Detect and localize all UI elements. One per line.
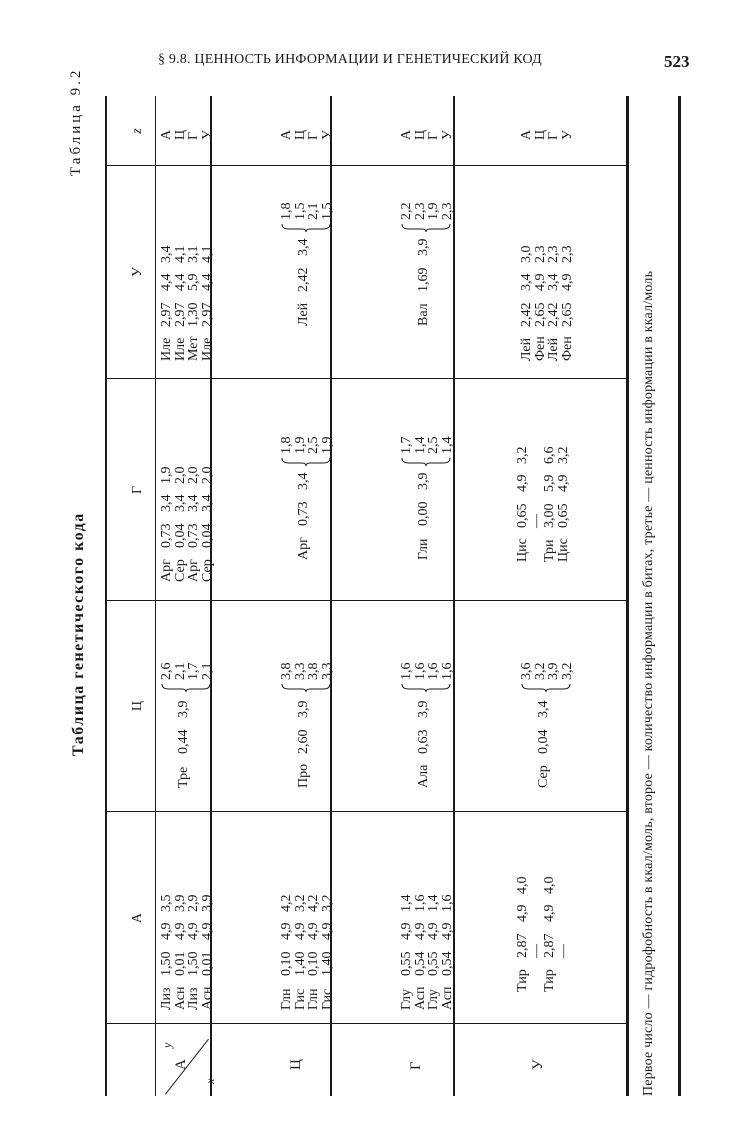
- table-top-rule: [105, 96, 107, 1096]
- z-list-g: А Ц Г У: [399, 129, 455, 140]
- list-item: Арг0,733,41,9: [159, 466, 174, 582]
- table-title: Таблица генетического кода: [70, 512, 87, 756]
- col-rule-c: [105, 600, 626, 601]
- list-item: Сер0,043,42,0: [199, 466, 215, 582]
- col-header-u: У: [130, 267, 145, 277]
- table-number: Таблица 9.2: [68, 67, 84, 176]
- brace-g-c: [401, 683, 451, 692]
- list-item: Асп0,544,91,6: [412, 894, 428, 1010]
- list-item: Гис1,404,93,2: [292, 894, 308, 1010]
- list-item: Иле2,974,44,1: [172, 245, 188, 361]
- row-header-g: Г: [408, 1061, 424, 1070]
- list-item: Иле2,974,43,4: [159, 245, 174, 361]
- list-item: Гис1,404,93,2: [319, 894, 335, 1010]
- brace-a-c: [161, 683, 211, 692]
- brace-c-g: [281, 457, 331, 466]
- brace-c-c: [281, 683, 331, 692]
- header-rule: [155, 96, 156, 1096]
- cell-g-a: [400, 888, 454, 1010]
- list-item: Тир2,874,94,0: [515, 876, 530, 992]
- list-item: Лей2,423,42,3: [546, 245, 562, 361]
- cell-c-c-aa: Про2,603,9: [296, 700, 311, 788]
- list-item: Лей2,423,43,0: [519, 245, 534, 361]
- col-header-a: А: [130, 912, 145, 924]
- footnote-rule: [678, 96, 681, 1096]
- cell-a-c-aa: Тре0,443,9: [176, 700, 191, 788]
- cell-a-u: [160, 239, 214, 361]
- list-item: —: [555, 944, 571, 958]
- col-rule-x: [105, 1023, 626, 1024]
- vals-a-c: 2,6 2,1 1,7 2,1: [159, 662, 215, 680]
- vals-c-c: 3,8 3,3 3,8 3,3: [279, 662, 335, 680]
- vals-g-u: 2,2 2,3 1,9 2,3: [399, 202, 455, 220]
- cell-g-u-aa: Вал1,693,9: [416, 238, 431, 326]
- list-item: Глн0,104,94,2: [306, 894, 322, 1010]
- list-item: Лиз1,504,92,9: [186, 894, 202, 1010]
- list-item: Цис0,654,93,2: [515, 446, 530, 562]
- running-head: [0, 52, 750, 76]
- row-header-c: Ц: [288, 1059, 304, 1070]
- vals-c-u: 1,8 1,5 2,1 1,5: [279, 202, 335, 220]
- rotated-table-sheet: [60, 67, 700, 1096]
- list-item: Тир2,874,94,0: [542, 876, 558, 992]
- table-footnote: Первое число — гидрофобность в ккал/моль, второе — количество информации в битах, третье — ценность информации в ккал/моль: [641, 270, 656, 1096]
- vals-u-c: 3,6 3,2 3,9 3,2: [519, 662, 575, 680]
- list-item: Мет1,305,93,1: [186, 245, 202, 361]
- list-item: —: [528, 944, 544, 958]
- col-rule-g: [105, 378, 626, 379]
- cell-a-a: [160, 888, 214, 1010]
- vals-g-c: 1,6 1,6 1,6 1,6: [399, 662, 455, 680]
- brace-u-c: [521, 683, 571, 692]
- row-header-a: А: [173, 1059, 189, 1070]
- col-rule-u: [105, 165, 626, 166]
- col-rule-a: [105, 811, 626, 812]
- page-number: 523: [664, 52, 690, 71]
- z-list-u: А Ц Г У: [519, 129, 575, 140]
- list-item: Сер0,043,42,0: [172, 466, 188, 582]
- cell-c-g-aa: Арг0,733,4: [296, 472, 311, 560]
- corner-y-label: y: [160, 1042, 174, 1048]
- vals-c-g: 1,8 1,9 2,5 1,9: [279, 436, 335, 454]
- brace-g-g: [401, 457, 451, 466]
- col-header-z: z: [130, 128, 145, 134]
- list-item: Асн0,014,93,9: [172, 894, 188, 1010]
- cell-u-g: [516, 440, 570, 562]
- cell-g-g-aa: Гли0,003,9: [416, 472, 431, 560]
- list-item: Арг0,733,42,0: [186, 466, 202, 582]
- brace-c-u: [281, 223, 331, 232]
- z-list-a: А Ц Г У: [159, 129, 215, 140]
- z-list-c: А Ц Г У: [279, 129, 335, 140]
- list-item: Цис0,654,93,2: [555, 446, 571, 562]
- list-item: Глу0,554,91,4: [399, 894, 414, 1010]
- cell-c-a: [280, 888, 334, 1010]
- col-header-c: Ц: [130, 700, 145, 712]
- col-header-g: Г: [130, 485, 145, 495]
- list-item: Асп0,544,91,6: [439, 894, 455, 1010]
- list-item: Лиз1,504,93,5: [159, 894, 174, 1010]
- list-item: —: [528, 514, 544, 528]
- cell-g-c-aa: Ала0,633,9: [416, 700, 431, 788]
- list-item: Глу0,554,91,4: [426, 894, 442, 1010]
- list-item: Три3,005,96,6: [542, 446, 558, 562]
- section-title: § 9.8. ЦЕННОСТЬ ИНФОРМАЦИИ И ГЕНЕТИЧЕСКИЙ КОД: [158, 52, 542, 67]
- vals-g-g: 1,7 1,4 2,5 1,4: [399, 436, 455, 454]
- cell-u-u: [520, 239, 574, 361]
- cell-a-g: [160, 460, 214, 582]
- row-header-u: У: [530, 1059, 546, 1070]
- cell-c-u-aa: Лей2,423,4: [296, 238, 311, 326]
- cell-u-c-aa: Сер0,043,4: [536, 700, 551, 788]
- corner-x-label: x: [203, 1078, 217, 1084]
- list-item: Фен2,654,92,3: [532, 245, 548, 361]
- list-item: Фен2,654,92,3: [559, 245, 575, 361]
- list-item: Иле2,974,44,1: [199, 245, 215, 361]
- cell-u-a: [516, 870, 570, 992]
- list-item: Глн0,104,94,2: [279, 894, 294, 1010]
- table-bottom-rule: [626, 96, 629, 1096]
- brace-g-u: [401, 223, 451, 232]
- list-item: Асн0,014,93,9: [199, 894, 215, 1010]
